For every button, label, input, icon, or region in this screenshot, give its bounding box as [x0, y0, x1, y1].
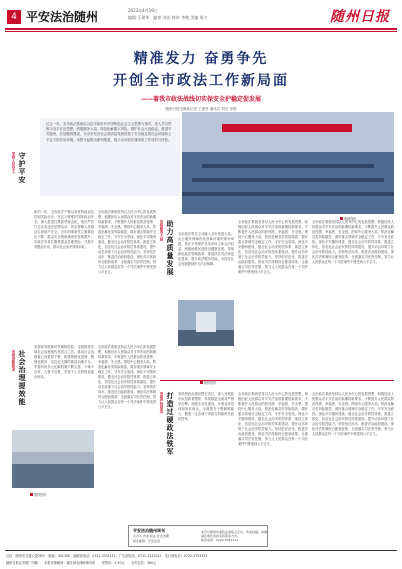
footer-box-sponsor: 主办人 市委 政法 社会治理: [133, 534, 169, 538]
section-title: 守护平安: [18, 152, 26, 184]
photo-row: [192, 178, 384, 182]
photo-floor: [178, 330, 234, 346]
photo-table: [12, 464, 94, 488]
section-kicker: 坚持服务大局: [160, 220, 164, 241]
section-3-text: 全市政法机关主动融入全市发展大局，出台服务保障优化营商环境的系列举措，依法平等保护各类市场主体合法权益，积极助推民营经济健康发展。持续深化政法领域改革，推进执法司法规范化建设，提升政法服务效能，为经济社会发展提供有力法治保障。: [178, 232, 234, 266]
header-rule: [5, 28, 397, 30]
section-2-text: 坚持和发展新时代枫桥经验，全面推进市域社会治理现代化试点工作。推动社会治理重心向基层下移，构建网格化管理、精细化服务、信息化支撑的基层治理平台。矛盾纠纷多元化解机制不断完善，小事不出村、大事不出镇、矛盾不上交的格局逐步形成。: [34, 345, 94, 379]
section-title: 社会治理提效能: [18, 350, 26, 406]
body-text-column: 全市政法系统坚持以人民为中心的发展思想，积极回应人民群众对平安法治的新期待新要求，不断提升人民群众的获得感、幸福感、安全感。围绕中心服务大局，防范化解各类风险隐患，做好重点领域安全稳定工作，守牢安全底线。深化平安随州建设，健全社会治安防控体系，推进立体化、信息化社会治安防控体系建设，提升动态环境下社会治安防控能力。坚持依法治市，推进法治政府建设，深化司法体制综合配套改革，全面落实司法责任制，努力让人民群众在每一个司法案件中感受到公平正义。: [238, 220, 308, 274]
page-title: 平安法治随州: [26, 10, 99, 24]
photo-seats: [182, 152, 394, 214]
footer-line-1: 社址：随州市交通大道28号 邮编：441300 编辑部电话：0722-3331111 广告部电话：0722-3332222 发行部电话：0722-3333333: [6, 554, 208, 558]
issue-date: 2023年4月19日: [128, 8, 158, 13]
section-kicker: 坚持创新驱动: [12, 350, 16, 371]
photo-row: [182, 192, 394, 196]
headline-subtitle: ——着我市政法战线切实保安全护稳定促发展: [140, 96, 261, 103]
footer-box-phone: 联系电话：0722-3331111: [201, 538, 239, 542]
section-1-text: 新的一年，全市政法干警以高度的政治自觉和实际行动，坚定不移维护国家政治安全，深入推进扫黑除恶常态化，依法严厉打击各类违法犯罪活动，切实保障人民群众生命财产安全。全年刑事案件立案数同比下降，群众安全感和满意度持续提升。市政法各单位聚焦群众急难愁盼，开展专项整治行动，推动社会治安持续向好。: [34, 210, 94, 249]
intro-text: 过去一年，全市政法系统以习近平新时代中国特色社会主义思想为指导，深入学习贯彻习近平法治思想，积极服务大局，防范化解重大风险，维护社会大局稳定，推进平安随州、法治随州建设，为全市经济社会高质量发展营造了安全稳定的社会环境和公平正义的法治环境。本报今起推出系列报道，展示全市政法战线的工作成效与经验。: [46, 122, 172, 142]
editor-line: 编辑 王建华 编审 刘光 终审 李艳 美编 周力: [128, 15, 208, 20]
section-title: 助力高质量发展: [166, 220, 174, 276]
meeting-photo: [182, 112, 394, 214]
photo-figure: [196, 312, 216, 332]
section-3-label: [160, 220, 174, 300]
section-1-label: [12, 152, 26, 232]
section-4-text: 坚持把政治建设摆在首位，深入开展政法队伍教育整顿，持续推进全面从严管党治警。加强专业化建设，开展业务培训和岗位练兵，全面提升干警履职能力，锻造一支忠诚干净担当的新时代政法铁军。: [178, 392, 234, 421]
body-text-column-right: 全市政法系统坚持以人民为中心的发展思想，积极回应人民群众对平安法治的新期待新要求，不断提升人民群众的获得感、幸福感、安全感。围绕中心服务大局，防范化解各类风险隐患，做好重点领域安全稳定工作，守牢安全底线。深化平安随州建设，健全社会治安防控体系，推进立体化、信息化社会治安防控体系建设，提升动态环境下社会治安防控能力。坚持依法治市，推进法治政府建设，深化司法体制综合配套改革，全面落实司法责任制，努力让人民群众在每一个司法案件中感受到公平正义。: [312, 220, 394, 264]
photo-caption: 资料图片: [30, 492, 47, 497]
section-2-label: [12, 350, 26, 430]
section-kicker: 坚持人民至上: [12, 152, 16, 173]
headline-byline: 随州日报全媒体记者 王建华 通讯员 刘光 李艳: [165, 107, 237, 111]
photo-caption: 资料图片: [200, 380, 217, 385]
intro-box: [40, 118, 180, 196]
photo-caption: 资料图片: [340, 216, 357, 221]
section-kicker: 坚持严管厚爱: [160, 392, 164, 413]
headline-line-2: 开创全市政法工作新局面: [113, 73, 289, 89]
headline-line-1: 精准发力 奋勇争先: [133, 51, 269, 67]
photo-row: [202, 164, 374, 168]
photo-wall: [182, 112, 394, 152]
section-4-label: [160, 392, 174, 482]
footer-box-email: 联系邮箱：平安法治: [133, 539, 161, 543]
newspaper-logo: 随州日报: [330, 9, 390, 25]
photo-wall: [12, 430, 94, 452]
section-title: 打造过硬政法铁军: [166, 392, 174, 456]
page-header: [0, 0, 402, 36]
footer-box-notice: 本刊与随州市委政法委联合主办，欢迎投稿，来稿请注明作者姓名和联系方式。: [201, 530, 268, 538]
caption-marker: [30, 493, 33, 496]
section-2-text-cont: 全市政法系统坚持以人民为中心的发展思想，积极回应人民群众对平安法治的新期待新要求，不断提升人民群众的获得感、幸福感、安全感。围绕中心服务大局，防范化解各类风险隐患，做好重点领域安全稳定工作，守牢安全底线。深化平安随州建设，健全社会治安防控体系，推进立体化、信息化社会治安防控体系建设，提升动态环境下社会治安防控能力。坚持依法治市，推进法治政府建设，深化司法体制综合配套改革，全面落实司法责任制，努力让人民群众在每一个司法案件中感受到公平正义。: [98, 345, 156, 409]
page-number: 4: [7, 10, 21, 24]
header-rule-thin: [5, 31, 397, 32]
headline-block: [0, 38, 402, 112]
section-divider: [160, 380, 394, 381]
body-text-column-lower-right: 全市政法系统坚持以人民为中心的发展思想，积极回应人民群众对平安法治的新期待新要求，不断提升人民群众的获得感、幸福感、安全感。围绕中心服务大局，防范化解各类风险隐患，做好重点领域安全稳定工作，守牢安全底线。深化平安随州建设，健全社会治安防控体系，推进立体化、信息化社会治安防控体系建设，提升动态环境下社会治安防控能力。坚持依法治市，推进法治政府建设，深化司法体制综合配套改革，全面落实司法责任制，努力让人民群众在每一个司法案件中感受到公平正义。: [312, 392, 394, 436]
bottom-left-photo: [12, 430, 94, 488]
section-1-text-cont: 全市政法系统坚持以人民为中心的发展思想，积极回应人民群众对平安法治的新期待新要求，不断提升人民群众的获得感、幸福感、安全感。围绕中心服务大局，防范化解各类风险隐患，做好重点领域安全稳定工作，守牢安全底线。深化平安随州建设，健全社会治安防控体系，推进立体化、信息化社会治安防控体系建设，提升动态环境下社会治安防控能力。坚持依法治市，推进法治政府建设，深化司法体制综合配套改革，全面落实司法责任制，努力让人民群众在每一个司法案件中感受到公平正义。: [98, 210, 156, 274]
caption-marker: [200, 381, 203, 384]
middle-photo: [178, 300, 234, 346]
footer-info-box: [128, 525, 268, 547]
photo-banner: [222, 124, 352, 132]
footer-rule: [5, 550, 397, 551]
footer-box-title: 平安法治随州周刊: [133, 528, 165, 533]
footer-line-2: 随州日报社印刷厂印刷 本报法律顾问：湖北神农律师事务所 零售价：1.50元 全年定价：360元: [6, 561, 157, 565]
body-text-column-lower: 全市政法系统坚持以人民为中心的发展思想，积极回应人民群众对平安法治的新期待新要求，不断提升人民群众的获得感、幸福感、安全感。围绕中心服务大局，防范化解各类风险隐患，做好重点领域安全稳定工作，守牢安全底线。深化平安随州建设，健全社会治安防控体系，推进立体化、信息化社会治安防控体系建设，提升动态环境下社会治安防控能力。坚持依法治市，推进法治政府建设，深化司法体制综合配套改革，全面落实司法责任制，努力让人民群众在每一个司法案件中感受到公平正义。: [238, 392, 308, 446]
